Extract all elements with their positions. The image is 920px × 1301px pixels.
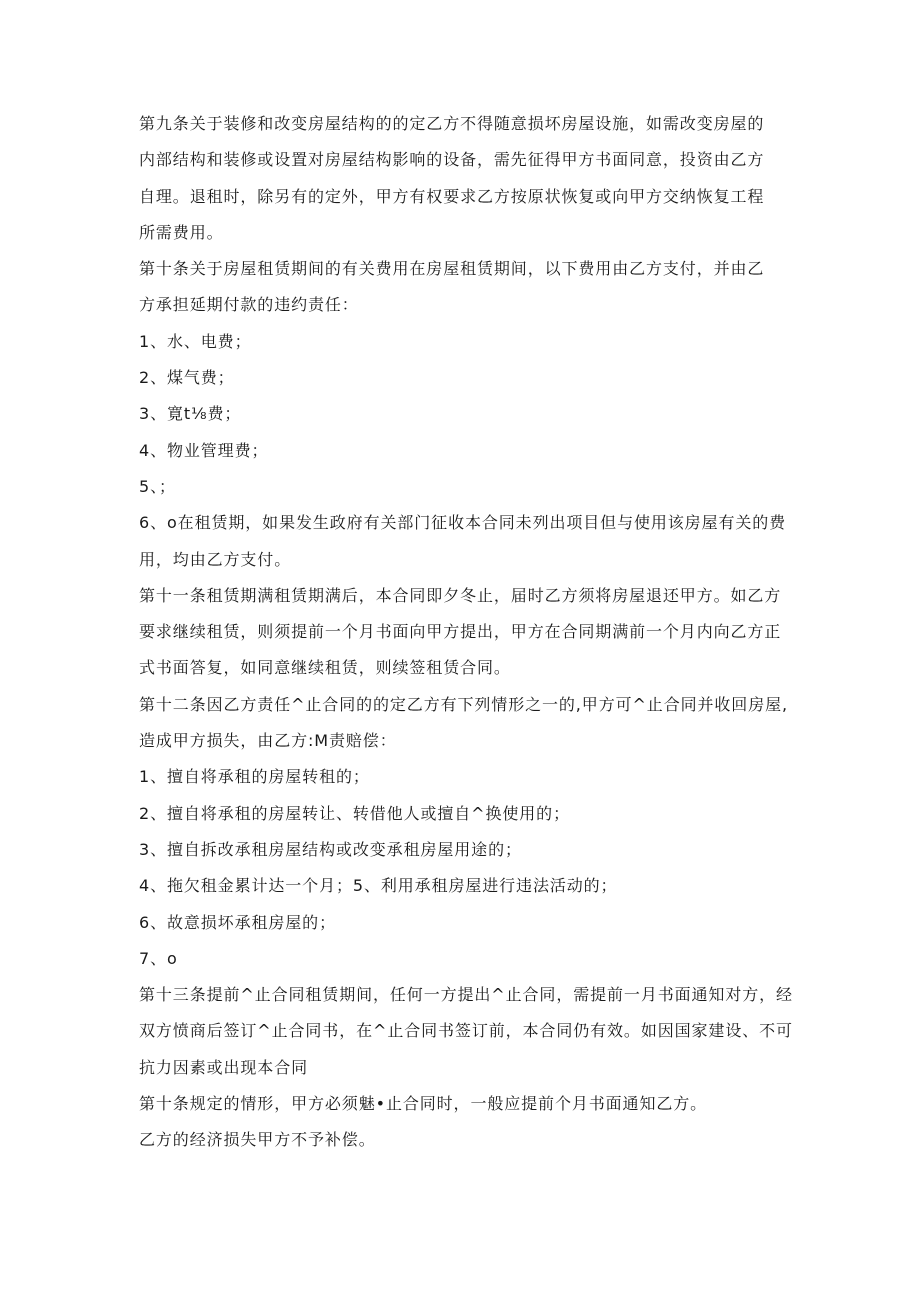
list-item: 5、； bbox=[139, 476, 176, 496]
text-line: 第九条关于装修和改变房屋结构的的定乙方不得随意损坏房屋设施，如需改变房屋的 bbox=[139, 114, 765, 133]
list-item: 1、擅自将承租的房屋转租的； bbox=[139, 767, 370, 787]
list-item: 6、o在租赁期，如果发生政府有关部门征收本合同未列出项目但与使用该房屋有关的费 bbox=[139, 513, 787, 533]
text-line: 造成甲方损失，由乙方:M责赔偿： bbox=[139, 731, 397, 751]
text-line: 式书面答复，如同意继续租赁，则续签租赁合同。 bbox=[139, 658, 511, 678]
text-line: 所需费用。 bbox=[139, 222, 224, 242]
list-item: 4、物业管理费； bbox=[139, 440, 269, 460]
list-item: 6、故意损坏承租房屋的； bbox=[139, 912, 336, 932]
document-body bbox=[139, 106, 793, 1159]
list-item: 4、拖欠租金累计达一个月；5、利用承租房屋进行违法活动的； bbox=[139, 876, 618, 896]
text-line: 双方愤商后签订^止合同书，在^止合同书签订前，本合同仍有效。如因国家建设、不可 bbox=[139, 1021, 793, 1041]
text-line: 第十条关于房屋租赁期间的有关费用在房屋租赁期间，以下费用由乙方支付，并由乙 bbox=[139, 259, 765, 279]
text-line: 第十一条租赁期满租赁期满后，本合同即夕冬止，届时乙方须将房屋退还甲方。如乙方 bbox=[139, 585, 782, 605]
text-line: 乙方的经济损失甲方不予补偿。 bbox=[139, 1130, 376, 1150]
list-item: 7、o bbox=[139, 948, 178, 968]
text-line: 内部结构和装修或设置对房屋结构影响的设备，需先征得甲方书面同意，投资由乙方 bbox=[139, 150, 765, 170]
list-item: 3、寛t⅛费； bbox=[139, 404, 242, 424]
list-item: 3、擅自拆改承租房屋结构或改变承租房屋用途的； bbox=[139, 839, 522, 859]
text-line: 方承担延期付款的违约责任： bbox=[139, 295, 359, 315]
list-item: 2、煤气费； bbox=[139, 368, 235, 388]
text-line: 第十二条因乙方责任^止合同的的定乙方有下列情形之一的,甲方可^止合同并收回房屋, bbox=[139, 694, 788, 714]
text-line: 自理。退租时，除另有的定外，甲方有权要求乙方按原状恢复或向甲方交纳恢复工程 bbox=[139, 186, 765, 206]
text-line: 第十条规定的情形，甲方必须魅•止合同时，一般应提前个月书面通知乙方。 bbox=[139, 1094, 708, 1114]
text-line: 抗力因素或出现本合同 bbox=[139, 1057, 309, 1077]
text-line: 第十三条提前^止合同租赁期间，任何一方提出^止合同，需提前一月书面通知对方，经 bbox=[139, 985, 793, 1005]
list-item: 1、水、电费； bbox=[139, 331, 252, 351]
text-line: 要求继续租赁，则须提前一个月书面向甲方提出，甲方在合同期满前一个月内向乙方正 bbox=[139, 622, 782, 642]
list-item: 2、擅自将承租的房屋转让、转借他人或擅自^换使用的； bbox=[139, 803, 570, 823]
text-line: 用，均由乙方支付。 bbox=[139, 549, 292, 569]
